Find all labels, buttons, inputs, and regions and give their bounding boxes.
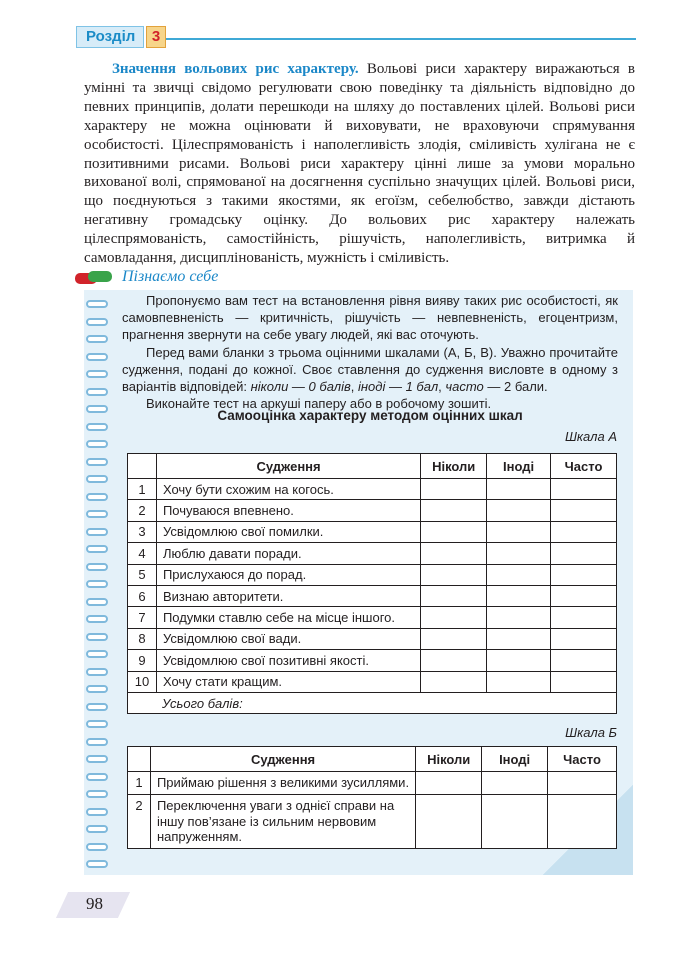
- table-row: [128, 607, 617, 628]
- cell-often[interactable]: [551, 500, 617, 521]
- col-never: Ніколи: [416, 747, 482, 772]
- row-number: 3: [128, 521, 157, 542]
- row-statement: Хочу стати кращим.: [156, 671, 420, 692]
- ring-icon: [86, 458, 108, 466]
- instructions-p3: Виконайте тест на аркуші паперу або в робочому зошиті.: [146, 396, 492, 412]
- ring-icon: [86, 545, 108, 553]
- row-number: 5: [128, 564, 157, 585]
- row-number: 1: [128, 479, 157, 500]
- option-sometimes: іноді — 1 бал: [358, 379, 439, 395]
- row-number: 6: [128, 585, 157, 606]
- ring-icon: [86, 808, 108, 816]
- cell-often[interactable]: [548, 794, 617, 848]
- scale-a-label: Шкала А: [564, 429, 617, 444]
- paragraph-lead: Значення вольових рис характеру.: [112, 61, 359, 77]
- scale-b-label: Шкала Б: [565, 725, 617, 740]
- cell-never[interactable]: [421, 585, 487, 606]
- cell-often[interactable]: [551, 628, 617, 649]
- row-statement: Почуваюся впевнено.: [156, 500, 420, 521]
- table-row: [128, 585, 617, 606]
- row-number: 4: [128, 543, 157, 564]
- cell-never[interactable]: [421, 521, 487, 542]
- cell-never[interactable]: [416, 772, 482, 795]
- cell-often[interactable]: [548, 772, 617, 795]
- row-number: 2: [128, 794, 151, 848]
- table-row: [128, 671, 617, 692]
- row-statement: Прислухаюся до порад.: [156, 564, 420, 585]
- cell-sometimes[interactable]: [487, 479, 551, 500]
- header-rule: [164, 38, 636, 40]
- section-label: Розділ: [76, 26, 144, 48]
- row-number: 9: [128, 650, 157, 671]
- cell-sometimes[interactable]: [482, 794, 548, 848]
- ring-icon: [86, 738, 108, 746]
- ring-icon: [86, 703, 108, 711]
- ring-icon: [86, 388, 108, 396]
- col-statement: Судження: [150, 747, 415, 772]
- ring-icon: [86, 335, 108, 343]
- row-number: 2: [128, 500, 157, 521]
- cell-sometimes[interactable]: [487, 585, 551, 606]
- row-statement: Усвідомлюю свої позитивні якості.: [156, 650, 420, 671]
- table-row: [128, 564, 617, 585]
- row-statement: Усвідомлюю свої вади.: [156, 628, 420, 649]
- paragraph-body: Вольові риси характеру виражаються в умінні та звичці свідомо регулювати свою поведінку та діяльність відповідно до певних принципів, долати перешкоди на шляху до поставлених цілей. Вольові риси характеру не можна оцінювати й виховувати, не враховуючи спрямування особистості. Цілеспрямованість і наполегливість злодія, сміливість хулігана не є позитивними рисами. Вольові риси характеру цінні лише за умови морально вихованої волі, спрямованої на досягнення суспільно значущих цілей. Вольові риси, що поєднуються з такими якостями, як егоїзм, себелюбство, завжди дістають негативну громадську оцінку. До вольових рис характеру належать цілеспрямованість, самостійність, рішучість, наполегливість, витримка й самовладання, дисциплінованість, мужність і сміливість.: [84, 61, 635, 267]
- cell-sometimes[interactable]: [487, 628, 551, 649]
- cell-never[interactable]: [421, 607, 487, 628]
- puzzle-icon: [74, 270, 114, 286]
- cell-sometimes[interactable]: [487, 671, 551, 692]
- ring-icon: [86, 528, 108, 536]
- cell-sometimes[interactable]: [487, 564, 551, 585]
- cell-sometimes[interactable]: [482, 772, 548, 795]
- table-row: [128, 479, 617, 500]
- cell-often[interactable]: [551, 479, 617, 500]
- scale-b-table: [127, 746, 617, 849]
- cell-often[interactable]: [551, 650, 617, 671]
- cell-often[interactable]: [551, 585, 617, 606]
- option-never: ніколи — 0 балів: [250, 379, 351, 395]
- total-row: [128, 692, 617, 713]
- ring-icon: [86, 668, 108, 676]
- cell-never[interactable]: [421, 479, 487, 500]
- notebook-rings: [86, 300, 108, 870]
- row-statement: Визнаю авторитети.: [156, 585, 420, 606]
- section-heading: [74, 268, 274, 290]
- ring-icon: [86, 598, 108, 606]
- ring-icon: [86, 300, 108, 308]
- ring-icon: [86, 563, 108, 571]
- ring-icon: [86, 685, 108, 693]
- cell-often[interactable]: [551, 607, 617, 628]
- row-statement: Люблю давати поради.: [156, 543, 420, 564]
- ring-icon: [86, 633, 108, 641]
- cell-sometimes[interactable]: [487, 607, 551, 628]
- ring-icon: [86, 353, 108, 361]
- row-statement: Хочу бути схожим на когось.: [156, 479, 420, 500]
- table-row: [128, 500, 617, 521]
- row-number: 7: [128, 607, 157, 628]
- cell-never[interactable]: [421, 650, 487, 671]
- row-number: 8: [128, 628, 157, 649]
- table-header-row: [128, 454, 617, 479]
- table-row: [128, 543, 617, 564]
- col-sometimes: Іноді: [487, 454, 551, 479]
- ring-icon: [86, 440, 108, 448]
- ring-icon: [86, 318, 108, 326]
- row-statement: Переключення уваги з однієї справи на іншу пов’язане із сильним нервовим напруженням.: [150, 794, 415, 848]
- ring-icon: [86, 843, 108, 851]
- cell-sometimes[interactable]: [487, 521, 551, 542]
- chapter-header: [76, 26, 636, 48]
- ring-icon: [86, 860, 108, 868]
- option-often: часто: [445, 379, 484, 395]
- ring-icon: [86, 773, 108, 781]
- cell-sometimes[interactable]: [487, 650, 551, 671]
- col-never: Ніколи: [421, 454, 487, 479]
- cell-sometimes[interactable]: [487, 500, 551, 521]
- row-statement: Усвідомлюю свої помилки.: [156, 521, 420, 542]
- ring-icon: [86, 475, 108, 483]
- col-often: Часто: [551, 454, 617, 479]
- main-paragraph: [84, 60, 635, 268]
- cell-often[interactable]: [551, 543, 617, 564]
- table-header-row: [128, 747, 617, 772]
- cell-never[interactable]: [421, 543, 487, 564]
- table-row: [128, 772, 617, 795]
- row-number: 10: [128, 671, 157, 692]
- table-row: [128, 650, 617, 671]
- ring-icon: [86, 405, 108, 413]
- instructions-p1: Пропонуємо вам тест на встановлення рівня вияву таких рис особистості, як самовпевненість — критичність, рішучість — невпевненість, егоцентризм, прагнення звернути на себе увагу людей, які вас оточують.: [122, 293, 618, 343]
- cell-sometimes[interactable]: [487, 543, 551, 564]
- ring-icon: [86, 720, 108, 728]
- ring-icon: [86, 493, 108, 501]
- col-often: Часто: [548, 747, 617, 772]
- ring-icon: [86, 650, 108, 658]
- col-statement: Судження: [156, 454, 420, 479]
- ring-icon: [86, 423, 108, 431]
- col-sometimes: Іноді: [482, 747, 548, 772]
- ring-icon: [86, 580, 108, 588]
- cell-never[interactable]: [416, 794, 482, 848]
- ring-icon: [86, 825, 108, 833]
- table-row: [128, 628, 617, 649]
- section-title: Пізнаємо себе: [122, 268, 219, 285]
- table-row: [128, 794, 617, 848]
- cell-never[interactable]: [421, 564, 487, 585]
- scale-a-table: [127, 453, 617, 714]
- page-number: 98: [86, 894, 103, 913]
- cell-often[interactable]: [551, 671, 617, 692]
- row-statement: Подумки ставлю себе на місце іншого.: [156, 607, 420, 628]
- row-number: 1: [128, 772, 151, 795]
- ring-icon: [86, 790, 108, 798]
- instructions-p2: Перед вами бланки з трьома оцінними шкалами (А, Б, В). Уважно прочитайте судження, подані до кожної. Своє ставлення до судження висловте в одному з варіантів відповідей: ніколи — 0 балів, іноді — 1 бал, часто — 2 бали.: [122, 344, 618, 395]
- test-title: Самооцінка характеру методом оцінних шкал: [217, 408, 523, 423]
- section-number: 3: [146, 26, 166, 48]
- ring-icon: [86, 510, 108, 518]
- cell-never[interactable]: [421, 628, 487, 649]
- ring-icon: [86, 755, 108, 763]
- cell-often[interactable]: [551, 521, 617, 542]
- page-number-tab: [56, 890, 124, 918]
- test-instructions: [122, 292, 618, 412]
- table-row: [128, 521, 617, 542]
- total-label: Усього балів:: [128, 692, 617, 713]
- cell-never[interactable]: [421, 671, 487, 692]
- cell-often[interactable]: [551, 564, 617, 585]
- cell-never[interactable]: [421, 500, 487, 521]
- ring-icon: [86, 615, 108, 623]
- row-statement: Приймаю рішення з великими зусиллями.: [150, 772, 415, 795]
- ring-icon: [86, 370, 108, 378]
